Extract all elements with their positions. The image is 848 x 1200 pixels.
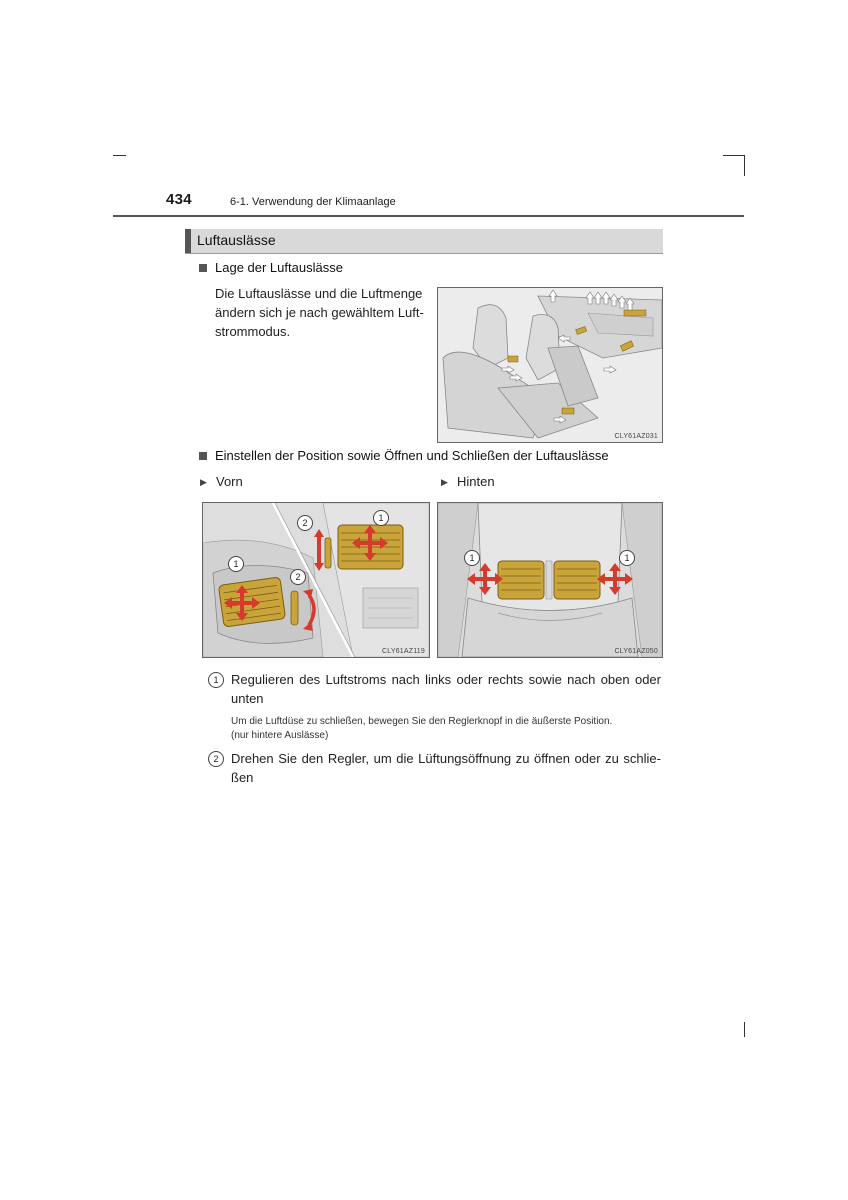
legend-item-1 <box>231 670 661 708</box>
subsection-heading-adjust: Einstellen der Position sowie Öffnen und Schließen der Luftauslässe <box>215 448 609 463</box>
callout-2-center: 2 <box>297 515 313 531</box>
text-line: ändern sich je nach gewähltem Luft- <box>215 305 424 320</box>
note-line: Um die Luftdüse zu schließen, bewegen Sie den Reglerknopf in die äußerste Position. <box>231 716 613 727</box>
section-title-bar <box>185 229 663 254</box>
callout-1-center: 1 <box>373 510 389 526</box>
front-vents-illustration <box>203 503 429 657</box>
triangle-bullet-icon: ▶ <box>441 477 448 487</box>
legend-item-2 <box>231 749 661 787</box>
rear-label: Hinten <box>457 474 495 489</box>
legend-note <box>231 715 661 743</box>
figure-code: CLY61AZ119 <box>382 648 425 655</box>
interior-illustration <box>438 288 662 442</box>
callout-2-left: 2 <box>290 569 306 585</box>
crop-mark-top-right-v <box>744 155 745 176</box>
legend-item-1-line: Regulieren des Luftstroms nach links oder rechts sowie nach oben oder <box>231 672 661 687</box>
section-bar-accent <box>185 229 191 253</box>
note-line: (nur hintere Auslässe) <box>231 730 329 741</box>
figure-code: CLY61AZ031 <box>614 433 658 440</box>
legend-number-2: 2 <box>208 751 224 767</box>
callout-1-left: 1 <box>228 556 244 572</box>
legend-item-2-line: Drehen Sie den Regler, um die Lüftungsöffnung zu öffnen oder zu schlie- <box>231 751 661 766</box>
callout-1-rear-left: 1 <box>464 550 480 566</box>
section-title: Luftauslässe <box>197 232 276 248</box>
text-line: strommodus. <box>215 324 291 339</box>
subsection-heading-location: Lage der Luftauslässe <box>215 260 343 275</box>
interior-vent-location-figure <box>437 287 663 443</box>
crop-mark-top-right-h <box>723 155 745 156</box>
page-number: 434 <box>166 191 192 208</box>
triangle-bullet-icon: ▶ <box>200 477 207 487</box>
crop-mark-top-left <box>113 155 126 156</box>
front-vents-figure <box>202 502 430 658</box>
callout-1-rear-right: 1 <box>619 550 635 566</box>
legend-number-1: 1 <box>208 672 224 688</box>
location-description <box>215 284 430 341</box>
front-label: Vorn <box>216 474 243 489</box>
rear-vents-figure <box>437 502 663 658</box>
figure-code: CLY61AZ050 <box>614 648 658 655</box>
legend-item-2-line: ßen <box>231 770 254 785</box>
running-head: 6-1. Verwendung der Klimaanlage <box>230 196 396 208</box>
square-bullet-icon <box>199 452 207 460</box>
rear-vents-illustration <box>438 503 662 657</box>
text-line: Die Luftauslässe und die Luftmenge <box>215 286 423 301</box>
header-rule <box>113 215 744 217</box>
legend-item-1-line: unten <box>231 691 264 706</box>
crop-mark-bottom-right <box>744 1022 745 1037</box>
square-bullet-icon <box>199 264 207 272</box>
